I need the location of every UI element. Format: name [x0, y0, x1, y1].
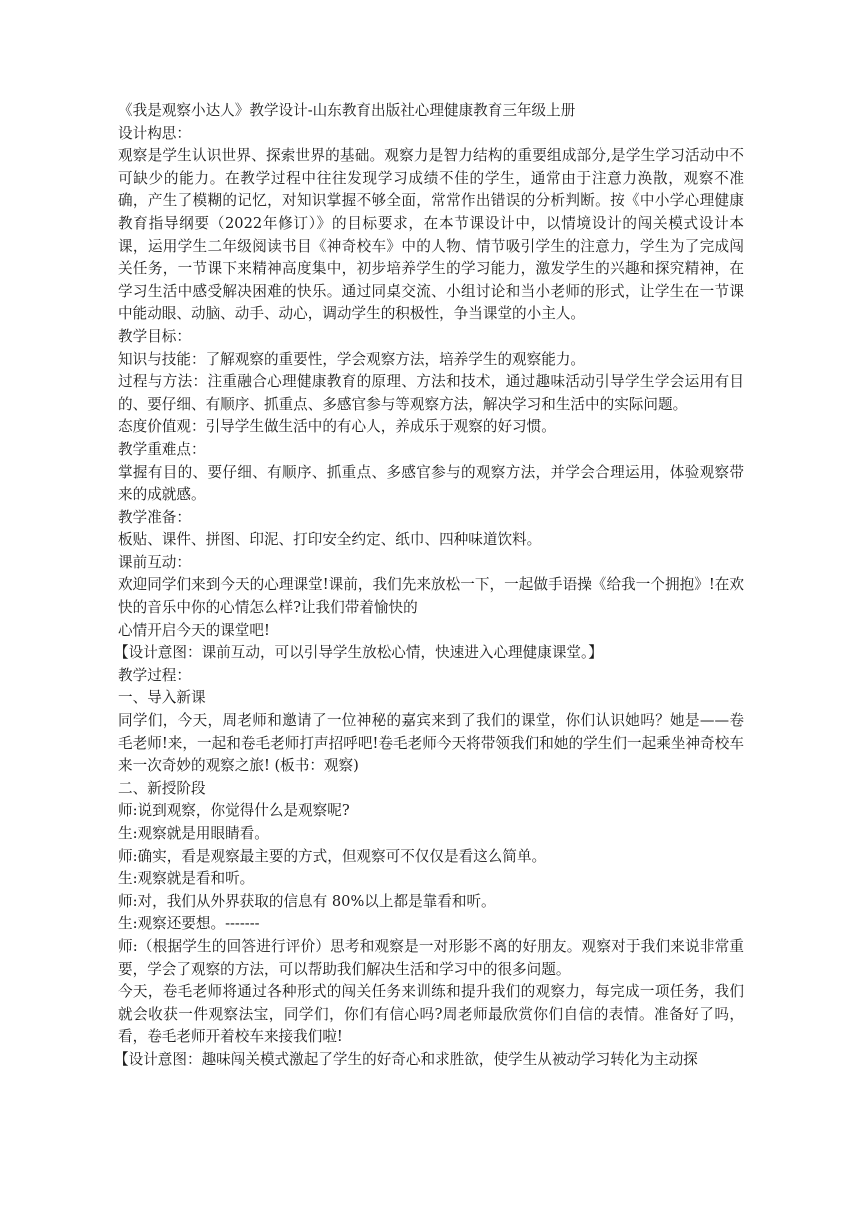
subheading-new-lesson: 二、新授阶段 — [118, 779, 206, 797]
design-intent-challenge: 【设计意图：趣味闯关模式激起了学生的好奇心和求胜欲，使学生从被动学习转化为主动探 — [114, 1050, 698, 1068]
dialogue-line: 生:观察就是看和听。 — [118, 870, 255, 888]
dialogue-line: 师:对，我们从外界获取的信息有 80%以上都是靠看和听。 — [118, 892, 496, 910]
section-heading-preparation: 教学准备： — [118, 508, 191, 526]
preparation-paragraph: 板贴、课件、拼图、印泥、打印安全约定、纸巾、四种味道饮料。 — [118, 531, 542, 549]
challenge-intro-paragraph: 今天，卷毛老师将通过各种形式的闯关任务来训练和提升我们的观察力，每完成一项任务，我们就会收获一件观察法宝，同学们，你们有信心吗?周老师最欣赏你们自信的表情。准备好了吗，看，卷毛老师开着校车来接我们啦! — [118, 983, 744, 1046]
key-points-paragraph: 掌握有目的、要仔细、有顺序、抓重点、多感官参与的观察方法，并学会合理运用，体验观察带来的成就感。 — [118, 463, 744, 504]
section-heading-teaching-goals: 教学目标： — [118, 327, 191, 345]
document-body — [114, 100, 744, 1072]
dialogue-line: 师:确实，看是观察最主要的方式，但观察可不仅仅是看这么简单。 — [118, 847, 547, 865]
teacher-evaluation-paragraph: 师:（根据学生的回答进行评价）思考和观察是一对形影不离的好朋友。观察对于我们来说非常重要，学会了观察的方法，可以帮助我们解决生活和学习中的很多问题。 — [118, 937, 744, 978]
dialogue-line: 生:观察还要想。------- — [118, 915, 260, 933]
goal-attitude-values: 态度价值观：引导学生做生活中的有心人，养成乐于观察的好习惯。 — [118, 418, 556, 436]
subheading-introduction: 一、导入新课 — [118, 689, 206, 707]
goal-knowledge-skills: 知识与技能：了解观察的重要性，学会观察方法，培养学生的观察能力。 — [118, 350, 586, 368]
warmup-paragraph-continued: 心情开启今天的课堂吧! — [118, 621, 270, 639]
section-heading-warmup: 课前互动： — [118, 553, 191, 571]
design-idea-paragraph: 观察是学生认识世界、探索世界的基础。观察力是智力结构的重要组成部分,是学生学习活动中不可缺少的能力。在教学过程中往往发现学习成绩不佳的学生，通常由于注意力涣散，观察不准确，产生了模糊的记忆，对知识掌握不够全面，常常作出错误的分析判断。按《中小学心理健康教育指导纲要（2022年修订）》的目标要求，在本节课设计中，以情境设计的闯关模式设计本课，运用学生二年级阅读书目《神奇校车》中的人物、情节吸引学生的注意力，学生为了完成闯关任务，一节课下来精神高度集中，初步培养学生的学习能力，激发学生的兴趣和探究精神，在学习生活中感受解决困难的快乐。通过同桌交流、小组讨论和当小老师的形式，让学生在一节课中能动眼、动脑、动手、动心，调动学生的积极性，争当课堂的小主人。 — [118, 147, 744, 323]
design-intent-warmup: 【设计意图：课前互动，可以引导学生放松心情，快速进入心理健康课堂。】 — [114, 644, 603, 662]
dialogue-line: 师:说到观察，你觉得什么是观察呢? — [118, 802, 350, 820]
introduction-paragraph: 同学们，今天，周老师和邀请了一位神秘的嘉宾来到了我们的课堂，你们认识她吗？她是——卷毛老师!来，一起和卷毛老师打声招呼吧!卷毛老师今天将带领我们和她的学生们一起乘坐神奇校车来一次奇妙的观察之旅! (板书：观察) — [118, 712, 744, 775]
section-heading-teaching-process: 教学过程： — [118, 666, 191, 684]
warmup-paragraph: 欢迎同学们来到今天的心理课堂!课前，我们先来放松一下，一起做手语操《给我一个拥抱》!在欢快的音乐中你的心情怎么样?让我们带着愉快的 — [118, 576, 744, 617]
goal-process-methods: 过程与方法：注重融合心理健康教育的原理、方法和技术，通过趣味活动引导学生学会运用有目的、要仔细、有顺序、抓重点、多感官参与等观察方法，解决学习和生活中的实际问题。 — [118, 373, 744, 413]
dialogue-line: 生:观察就是用眼睛看。 — [118, 825, 269, 842]
document-title: 《我是观察小达人》教学设计-山东教育出版社心理健康教育三年级上册 — [118, 102, 576, 119]
section-heading-key-points: 教学重难点： — [118, 440, 206, 458]
section-heading-design-idea: 设计构思： — [118, 124, 191, 142]
